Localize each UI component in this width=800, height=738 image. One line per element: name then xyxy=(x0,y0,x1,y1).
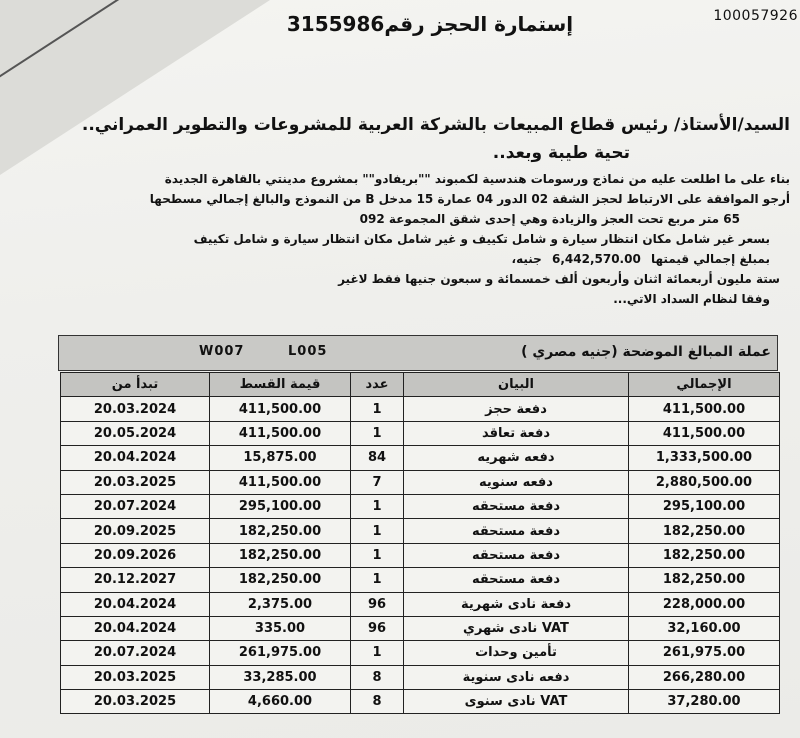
header-total: الإجمالي xyxy=(629,373,780,397)
table-row xyxy=(61,690,780,714)
table-row xyxy=(61,665,780,689)
start-cell: 20.09.2026 xyxy=(61,543,210,567)
start-cell: 20.03.2024 xyxy=(61,397,210,421)
start-cell: 20.04.2024 xyxy=(61,592,210,616)
table-row xyxy=(61,543,780,567)
table-row xyxy=(61,470,780,494)
total-cell: 2,880,500.00 xyxy=(629,470,780,494)
description-cell: دفعة مستحقه xyxy=(404,494,629,518)
total-cell: 182,250.00 xyxy=(629,568,780,592)
salutation: السيد/الأستاذ/ رئيس قطاع المبيعات بالشركة العربية للمشروعات والتطوير العمراني.. xyxy=(81,115,790,135)
description-cell: تأمين وحدات xyxy=(404,641,629,665)
start-cell: 20.07.2024 xyxy=(61,641,210,665)
currency-banner xyxy=(58,335,778,371)
letter-line-1: بناء على ما اطلعت عليه من نماذج ورسومات هندسية لكمبوند ""بريفادو"" بمشروع مدينتي بالقاهرة الجديدة xyxy=(164,172,790,186)
start-cell: 20.03.2025 xyxy=(61,470,210,494)
table-body xyxy=(61,397,780,714)
total-cell: 228,000.00 xyxy=(629,592,780,616)
payment-schedule-table xyxy=(60,372,780,714)
description-cell: دفعة مستحقه xyxy=(404,543,629,567)
start-cell: 20.07.2024 xyxy=(61,494,210,518)
count-cell: 1 xyxy=(351,421,404,445)
installment-cell: 33,285.00 xyxy=(210,665,351,689)
installment-cell: 182,250.00 xyxy=(210,543,351,567)
installment-cell: 15,875.00 xyxy=(210,446,351,470)
count-cell: 8 xyxy=(351,665,404,689)
installment-cell: 411,500.00 xyxy=(210,421,351,445)
count-cell: 1 xyxy=(351,568,404,592)
count-cell: 1 xyxy=(351,494,404,518)
count-cell: 7 xyxy=(351,470,404,494)
start-cell: 20.04.2024 xyxy=(61,446,210,470)
total-cell: 266,280.00 xyxy=(629,665,780,689)
total-suffix: جنيه، xyxy=(511,252,542,266)
installment-cell: 295,100.00 xyxy=(210,494,351,518)
letter-line-7: وفقا لنظام السداد الاتي... xyxy=(613,292,770,306)
table-row xyxy=(61,494,780,518)
count-cell: 84 xyxy=(351,446,404,470)
table-row xyxy=(61,446,780,470)
total-cell: 32,160.00 xyxy=(629,616,780,640)
letter-line-4: بسعر غير شامل مكان انتظار سيارة و شامل تكييف و غير شامل مكان انتظار سيارة و شامل تكييف xyxy=(193,232,770,246)
letter-line-2: أرجو الموافقة على الارتباط لحجز الشقة 02 الدور 04 عمارة 15 مدخل B من النموذج والبالغ إجمالي مسطحها xyxy=(149,192,790,206)
total-cell: 182,250.00 xyxy=(629,519,780,543)
description-cell: دفعة مستحقه xyxy=(404,568,629,592)
table-row xyxy=(61,641,780,665)
total-cell: 411,500.00 xyxy=(629,421,780,445)
greeting: تحية طيبة وبعد.. xyxy=(492,143,630,163)
installment-cell: 4,660.00 xyxy=(210,690,351,714)
unit-codes xyxy=(199,344,365,359)
start-cell: 20.03.2025 xyxy=(61,690,210,714)
count-cell: 1 xyxy=(351,641,404,665)
description-cell: دفعه نادى سنوية xyxy=(404,665,629,689)
installment-cell: 182,250.00 xyxy=(210,568,351,592)
installment-cell: 411,500.00 xyxy=(210,397,351,421)
table-row xyxy=(61,568,780,592)
table-row xyxy=(61,519,780,543)
start-cell: 20.03.2025 xyxy=(61,665,210,689)
start-cell: 20.05.2024 xyxy=(61,421,210,445)
table-row xyxy=(61,616,780,640)
total-cell: 261,975.00 xyxy=(629,641,780,665)
start-cell: 20.09.2025 xyxy=(61,519,210,543)
header-count: عدد xyxy=(351,373,404,397)
start-cell: 20.04.2024 xyxy=(61,616,210,640)
installment-cell: 411,500.00 xyxy=(210,470,351,494)
total-cell: 411,500.00 xyxy=(629,397,780,421)
count-cell: 8 xyxy=(351,690,404,714)
letter-line-3: 65 متر مربع تحت العجز والزيادة وهي إحدى شقق المجموعة 092 xyxy=(359,212,740,226)
total-cell: 295,100.00 xyxy=(629,494,780,518)
description-cell: دفعه شهريه xyxy=(404,446,629,470)
description-cell: دفعه سنويه xyxy=(404,470,629,494)
table-header-row xyxy=(61,373,780,397)
total-cell: 37,280.00 xyxy=(629,690,780,714)
header-installment: قيمة القسط xyxy=(210,373,351,397)
header-start: تبدأ من xyxy=(61,373,210,397)
start-cell: 20.12.2027 xyxy=(61,568,210,592)
form-title: إستمارة الحجز رقم3155986 xyxy=(286,12,574,36)
total-amount: 6,442,570.00 xyxy=(551,252,641,266)
description-cell: VAT نادى شهري xyxy=(404,616,629,640)
installment-cell: 261,975.00 xyxy=(210,641,351,665)
installment-cell: 335.00 xyxy=(210,616,351,640)
code-w: W007 xyxy=(199,344,245,359)
header-description: البيان xyxy=(404,373,629,397)
description-cell: دفعة حجز xyxy=(404,397,629,421)
installment-cell: 182,250.00 xyxy=(210,519,351,543)
table-row xyxy=(61,421,780,445)
count-cell: 96 xyxy=(351,616,404,640)
count-cell: 96 xyxy=(351,592,404,616)
count-cell: 1 xyxy=(351,543,404,567)
description-cell: دفعة نادى شهرية xyxy=(404,592,629,616)
currency-label: عملة المبالغ الموضحة (جنيه مصري ) xyxy=(521,344,771,360)
total-prefix: بمبلغ إجمالي قيمتها xyxy=(651,252,770,266)
installment-cell: 2,375.00 xyxy=(210,592,351,616)
letter-line-6: ستة مليون أربعمائة اثنان وأربعون ألف خمسمائة و سبعون جنيها فقط لاغير xyxy=(338,272,780,286)
description-cell: دفعة تعاقد xyxy=(404,421,629,445)
count-cell: 1 xyxy=(351,519,404,543)
count-cell: 1 xyxy=(351,397,404,421)
table-row xyxy=(61,397,780,421)
description-cell: دفعة مستحقه xyxy=(404,519,629,543)
table-row xyxy=(61,592,780,616)
code-l: L005 xyxy=(288,344,328,359)
description-cell: VAT نادى سنوى xyxy=(404,690,629,714)
total-cell: 182,250.00 xyxy=(629,543,780,567)
letter-line-5 xyxy=(512,252,770,266)
total-cell: 1,333,500.00 xyxy=(629,446,780,470)
serial-number: 100057926 xyxy=(713,8,798,24)
